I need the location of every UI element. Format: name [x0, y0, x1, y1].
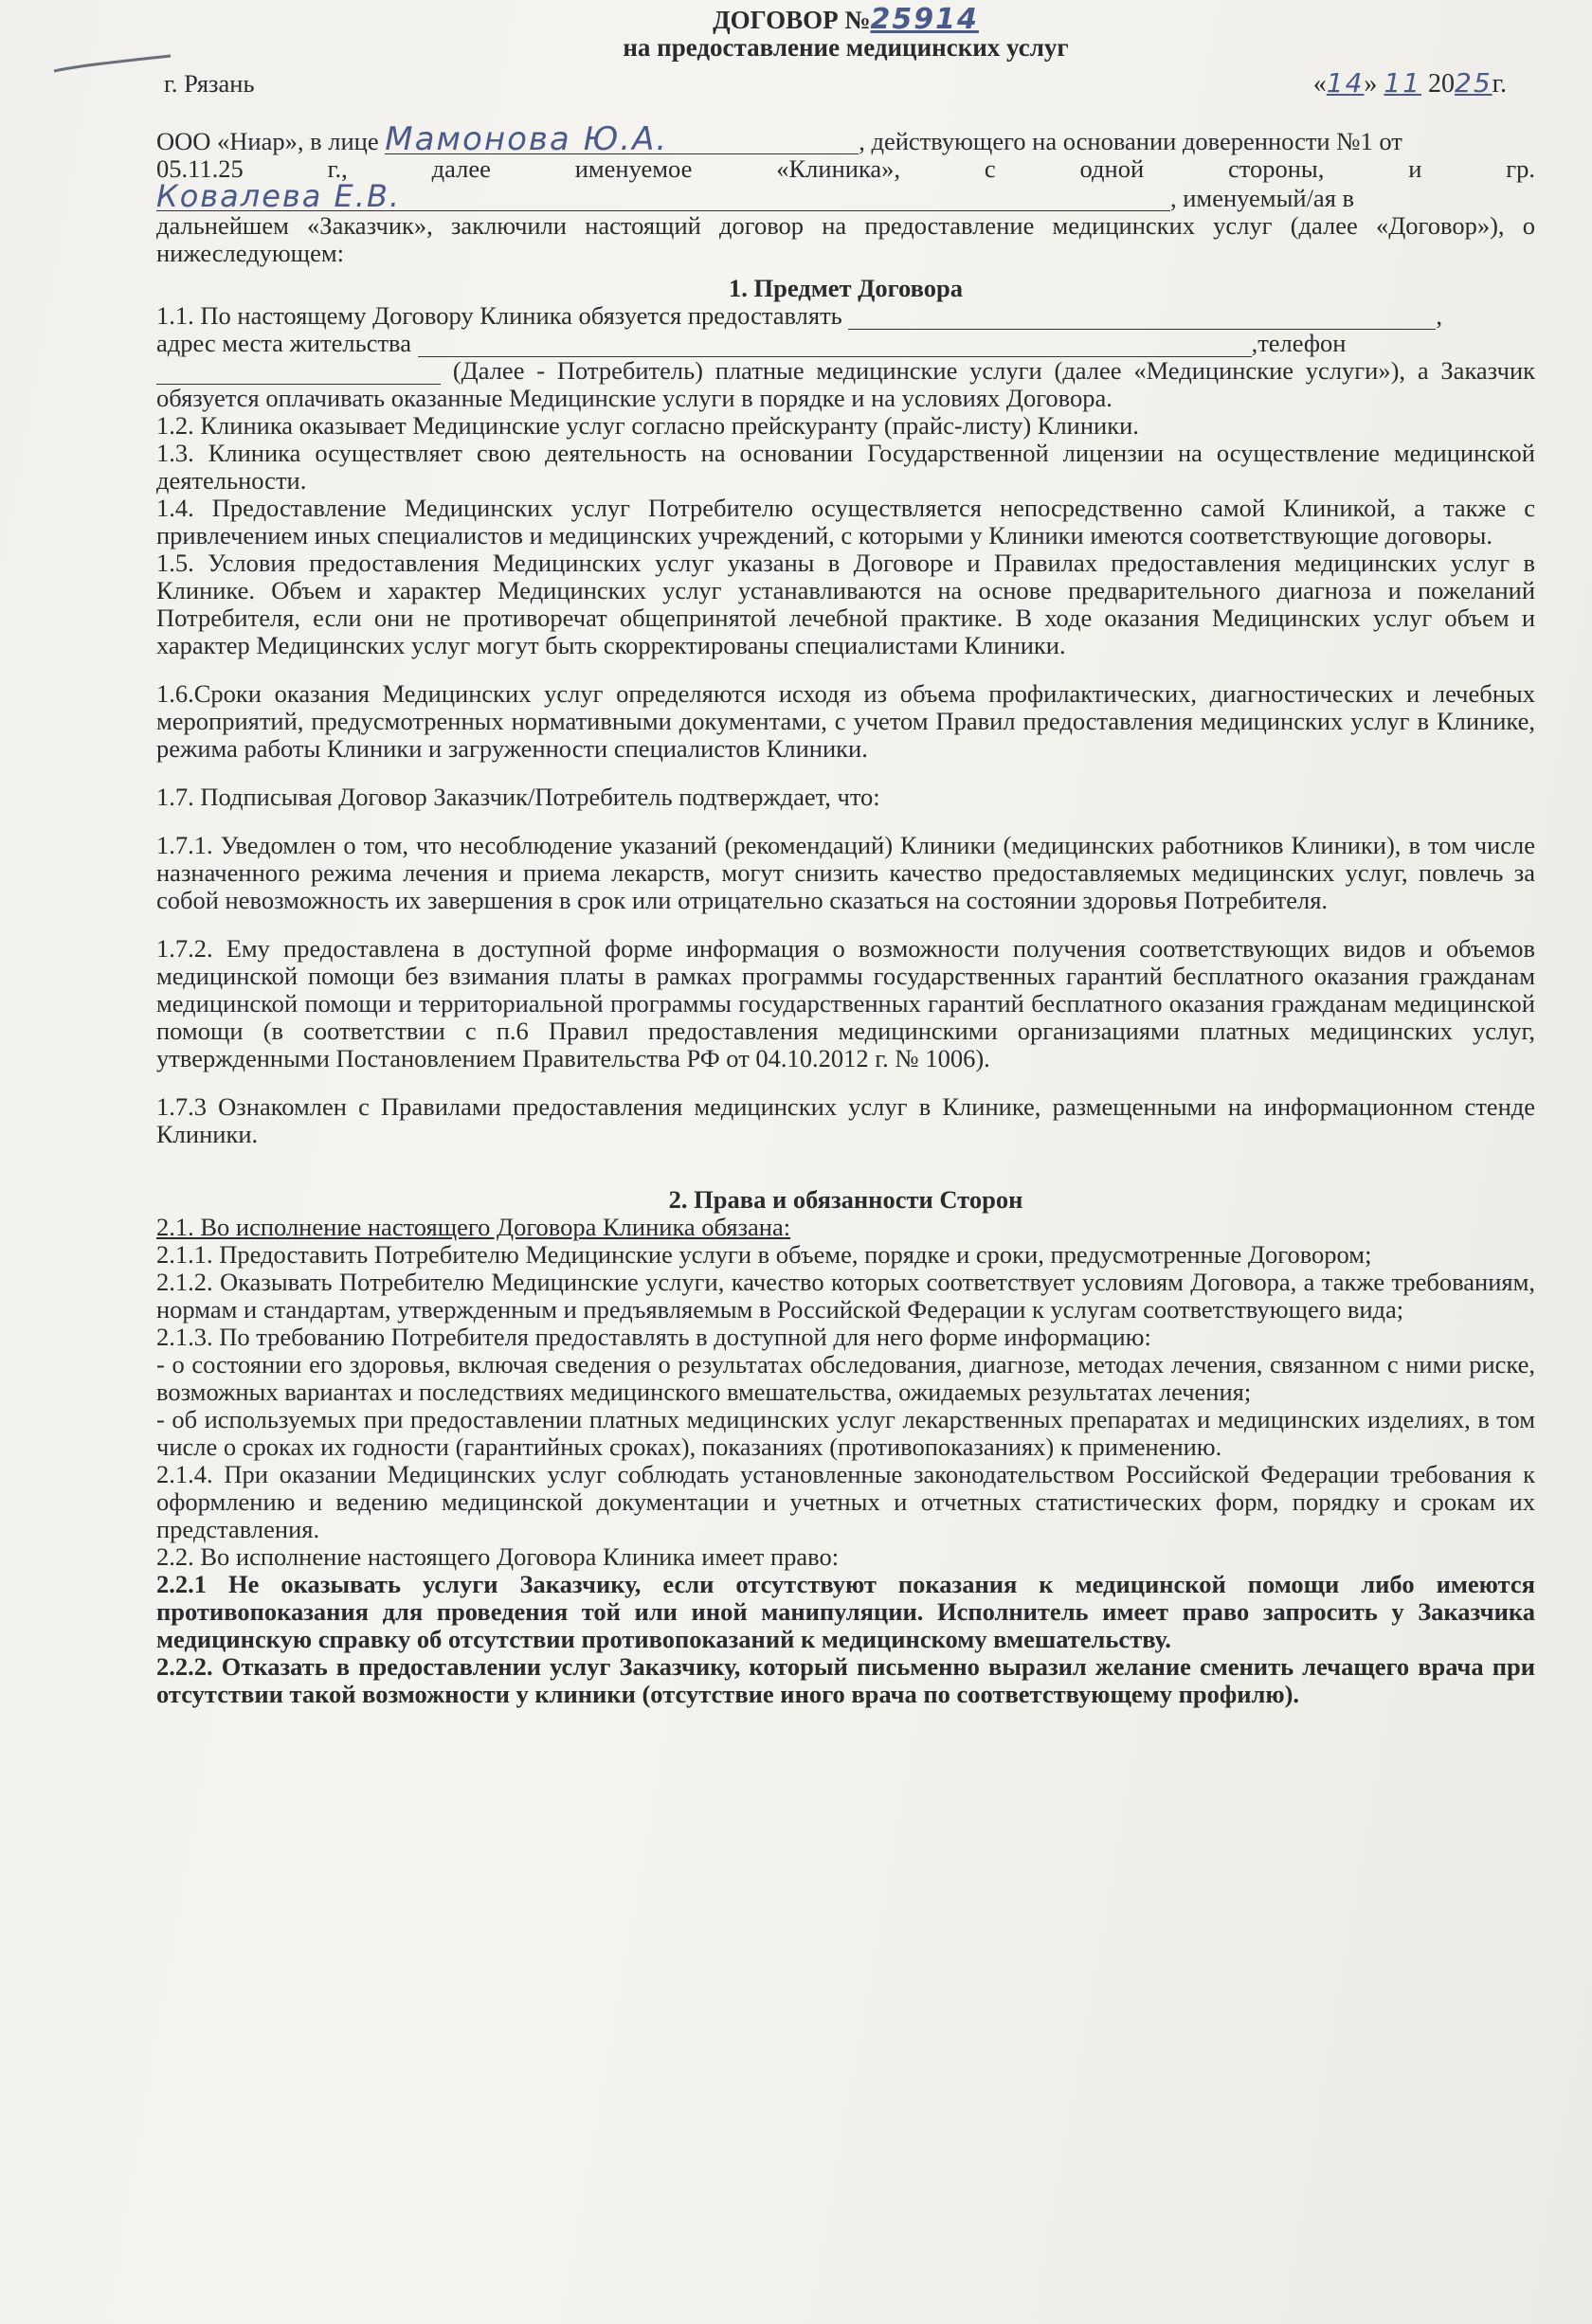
clause-2-2: 2.2. Во исполнение настоящего Договора Клиника имеет право:	[156, 1542, 840, 1571]
representative-name: Мамонова Ю.А.	[385, 126, 859, 154]
clause-1-1-body: (Далее - Потребитель) платные медицинские услуги (далее «Медицинские услуги»), а Заказчик обязуется оплачивать оказанные Медицинские услуги в порядке и на условиях Договора.	[156, 356, 1536, 412]
document-subtitle: на предоставление медицинских услуг	[623, 33, 1069, 62]
clause-1-5: 1.5. Условия предоставления Медицинских услуг указаны в Договоре и Правилах предоставления медицинских услуг в Клинике. Объем и характер Медицинских услуг устанавливаются на основе предварительного диагноза и пожеланий Потребителя, если они не противоречат общепринятой лечебной практике. В ходе оказания Медицинских услуг объем и характер Медицинских услуг могут быть скорректированы специалистами Клиники.	[156, 549, 1535, 659]
clause-2-1: 2.1. Во исполнение настоящего Договора Клиника обязана:	[156, 1213, 791, 1241]
city-date-row	[156, 69, 1535, 98]
document-title: ДОГОВОР №25914	[713, 3, 979, 36]
contract-date: «14» 11 2025г.	[1312, 67, 1507, 99]
clause-1-7: 1.7. Подписывая Договор Заказчик/Потребитель подтверждает, что:	[156, 783, 880, 811]
intro-line-2: 05.11.25 г., далее именуемое «Клиника», с одной стороны, и гр.	[156, 154, 1535, 183]
clause-1-7-1: 1.7.1. Уведомлен о том, что несоблюдение указаний (рекомендаций) Клиники (медицинских работников Клиники), в том числе назначенного режима лечения и приема лекарств, могут снизить качество предоставляемых медицинских услуг, повлечь за собой невозможность их завершения в срок или отрицательно сказаться на состоянии здоровья Потребителя.	[156, 831, 1535, 914]
clause-2-2-2: 2.2.2. Отказать в предоставлении услуг Заказчику, который письменно выразил желание сменить лечащего врача при отсутствии такой возможности у клиники (отсутствие иного врача по соответствующему профилю).	[156, 1652, 1535, 1708]
clause-2-1-3: 2.1.3. По требованию Потребителя предоставлять в доступной для него форме информацию:	[156, 1323, 1151, 1351]
clause-2-1-3b: - об используемых при предоставлении платных медицинских услуг лекарственных препаратах и медицинских изделиях, в том числе о сроках их годности (гарантийных сроках), показаниях (противопоказаниях) к применению.	[156, 1405, 1535, 1461]
clause-1-1-address: адрес места жительства ,телефон	[156, 329, 1347, 357]
document-body	[156, 0, 1535, 1708]
clause-1-2: 1.2. Клиника оказывает Медицинские услуг согласно прейскуранту (прайс-листу) Клиники.	[156, 411, 1139, 440]
clause-1-4: 1.4. Предоставление Медицинских услуг Потребителю осуществляется непосредственно самой Клиникой, а также с привлечением иных специалистов и медицинских учреждений, с которыми у Клиники имеются соответствующие договоры.	[156, 494, 1535, 549]
clause-1-7-2: 1.7.2. Ему предоставлена в доступной форме информация о возможности получения соответствующих видов и объемов медицинской помощи без взимания платы в рамках программы государственных гарантий бесплатного оказания гражданам медицинской помощи и территориальной программы государственных гарантий бесплатного оказания гражданам медицинской помощи (в соответствии с п.6 Правил предоставления медицинскими организациями платных медицинских услуг, утвержденными Постановлением Правительства РФ от 04.10.2012 г. № 1006).	[156, 934, 1535, 1072]
clause-2-1-4: 2.1.4. При оказании Медицинских услуг соблюдать установленные законодательством Российской Федерации требования к оформлению и ведению медицинской документации и учетных и отчетных статистических форм, порядку и срокам их представления.	[156, 1460, 1535, 1543]
clause-1-6: 1.6.Сроки оказания Медицинских услуг определяются исходя из объема профилактических, диагностических и лечебных мероприятий, предусмотренных нормативными документами, с учетом Правил предоставления медицинских услуг в Клинике, режима работы Клиники и загруженности специалистов Клиники.	[156, 679, 1535, 763]
clause-1-7-3: 1.7.3 Ознакомлен с Правилами предоставления медицинских услуг в Клинике, размещенными на информационном стенде Клиники.	[156, 1092, 1535, 1148]
contract-number: 25914	[870, 3, 979, 36]
city: г. Рязань	[164, 69, 255, 98]
clause-2-2-1: 2.2.1 Не оказывать услуги Заказчику, если отсутствуют показания к медицинской помощи либо имеются противопоказания для проведения той или иной манипуляции. Исполнитель имеет право запросить у Заказчика медицинскую справку об отсутствии противопоказаний к медицинскому вмешательству.	[156, 1570, 1535, 1653]
clause-1-3: 1.3. Клиника осуществляет свою деятельность на основании Государственной лицензии на осуществление медицинской деятельности.	[156, 439, 1535, 495]
intro-paragraph: дальнейшем «Заказчик», заключили настоящий договор на предоставление медицинских услуг (далее «Договор»), о нижеследующем:	[156, 211, 1535, 267]
clause-2-1-2: 2.1.2. Оказывать Потребителю Медицинские услуги, качество которых соответствует условиям Договора, а также требованиям, нормам и стандартам, утвержденным и предъявляемым в Российской Федерации к услугам соответствующего вида;	[156, 1268, 1535, 1324]
intro-line-1: ООО «Ниар», в лице Мамонова Ю.А. , действующего на основании доверенности №1 от	[156, 120, 1402, 158]
customer-name: Ковалева Е.В.	[156, 183, 1170, 211]
clause-2-1-3a: - о состоянии его здоровья, включая сведения о результатах обследования, диагнозе, методах лечения, связанном с ними риске, возможных вариантах и последствиях медицинского вмешательства, ожидаемых результатах лечения;	[156, 1350, 1535, 1406]
section-2-title: 2. Права и обязанности Сторон	[668, 1185, 1023, 1214]
clause-2-1-1: 2.1.1. Предоставить Потребителю Медицинские услуги в объеме, порядке и сроки, предусмотренные Договором;	[156, 1240, 1372, 1269]
intro-line-3: Ковалева Е.В. , именуемый/ая в	[156, 178, 1355, 214]
clause-1-1: 1.1. По настоящему Договору Клиника обязуется предоставлять ,	[156, 301, 1442, 330]
section-1-title: 1. Предмет Договора	[729, 274, 963, 302]
